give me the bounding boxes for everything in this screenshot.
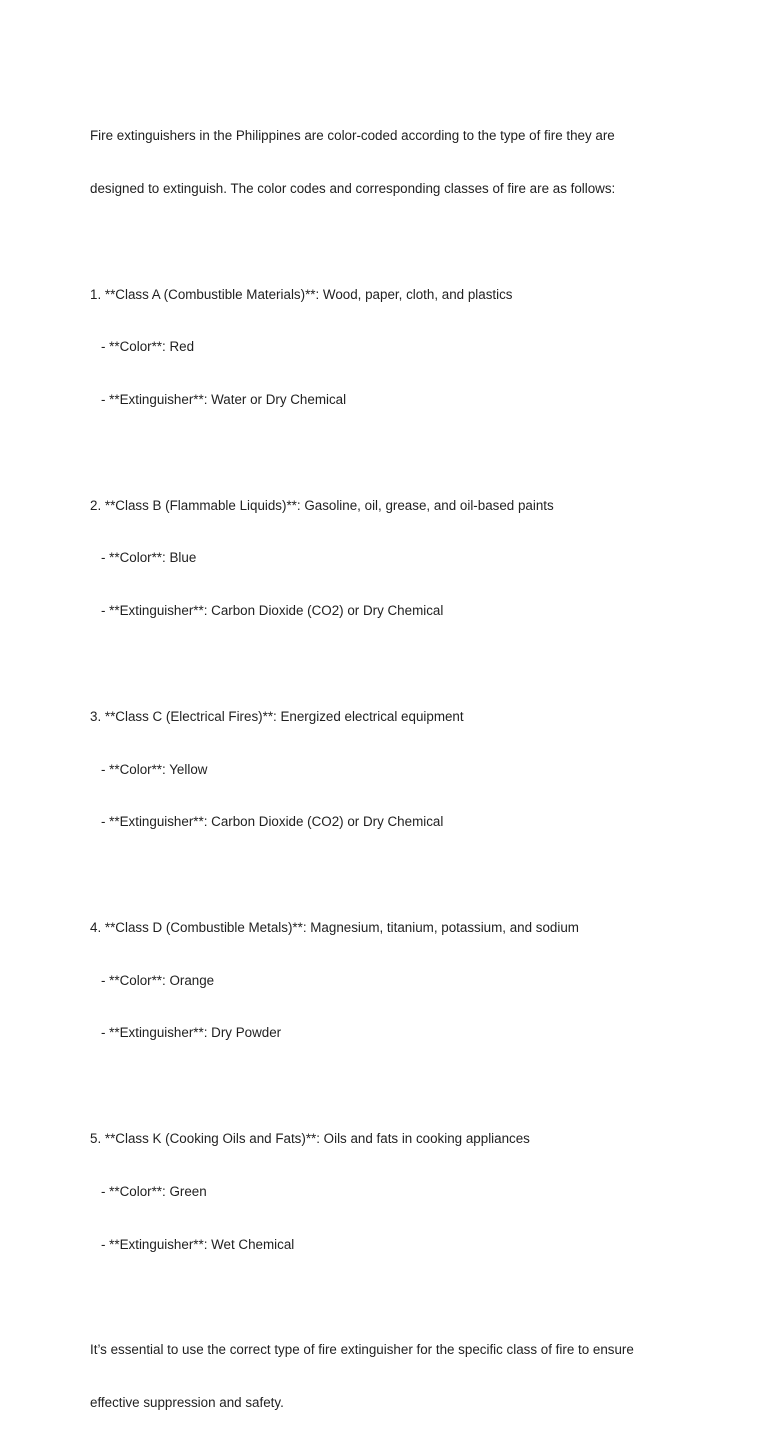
class-k-extinguisher: - **Extinguisher**: Wet Chemical bbox=[101, 1236, 295, 1252]
class-b-extinguisher: - **Extinguisher**: Carbon Dioxide (CO2) or Dry Chemical bbox=[101, 603, 444, 619]
paragraph-gap bbox=[90, 1288, 690, 1306]
class-a-extinguisher: - **Extinguisher**: Water or Dry Chemical bbox=[101, 392, 347, 408]
paragraph-gap bbox=[90, 444, 690, 462]
class-d-color: - **Color**: Orange bbox=[101, 972, 215, 988]
intro-line-1: Fire extinguishers in the Philippines are color-coded according to the type of fire they are bbox=[90, 128, 615, 144]
closing-line-2: effective suppression and safety. bbox=[90, 1394, 284, 1410]
class-a-block bbox=[90, 250, 690, 444]
class-b-heading: 2. **Class B (Flammable Liquids)**: Gasoline, oil, grease, and oil-based paints bbox=[90, 497, 554, 513]
class-b-block bbox=[90, 461, 690, 655]
paragraph-gap bbox=[90, 655, 690, 673]
class-c-color: - **Color**: Yellow bbox=[101, 761, 208, 777]
closing-paragraph bbox=[90, 1306, 690, 1447]
intro-line-2: designed to extinguish. The color codes and corresponding classes of fire are as follows: bbox=[90, 180, 616, 196]
class-k-block bbox=[90, 1095, 690, 1289]
class-a-color: - **Color**: Red bbox=[101, 339, 195, 355]
class-k-heading: 5. **Class K (Cooking Oils and Fats)**: Oils and fats in cooking appliances bbox=[90, 1131, 530, 1147]
class-c-heading: 3. **Class C (Electrical Fires)**: Energized electrical equipment bbox=[90, 708, 464, 724]
class-d-block bbox=[90, 884, 690, 1078]
paragraph-gap bbox=[90, 1077, 690, 1095]
paragraph-gap bbox=[90, 233, 690, 251]
class-d-heading: 4. **Class D (Combustible Metals)**: Magnesium, titanium, potassium, and sodium bbox=[90, 919, 579, 935]
class-b-color: - **Color**: Blue bbox=[101, 550, 197, 566]
paragraph-gap bbox=[90, 866, 690, 884]
document-body bbox=[90, 92, 690, 1447]
class-c-extinguisher: - **Extinguisher**: Carbon Dioxide (CO2) or Dry Chemical bbox=[101, 814, 444, 830]
class-k-color: - **Color**: Green bbox=[101, 1183, 207, 1199]
class-c-block bbox=[90, 673, 690, 867]
closing-line-1: It’s essential to use the correct type of fire extinguisher for the specific class of fire to ensure bbox=[90, 1342, 634, 1358]
class-d-extinguisher: - **Extinguisher**: Dry Powder bbox=[101, 1025, 282, 1041]
intro-paragraph bbox=[90, 92, 690, 233]
class-a-heading: 1. **Class A (Combustible Materials)**: Wood, paper, cloth, and plastics bbox=[90, 286, 513, 302]
